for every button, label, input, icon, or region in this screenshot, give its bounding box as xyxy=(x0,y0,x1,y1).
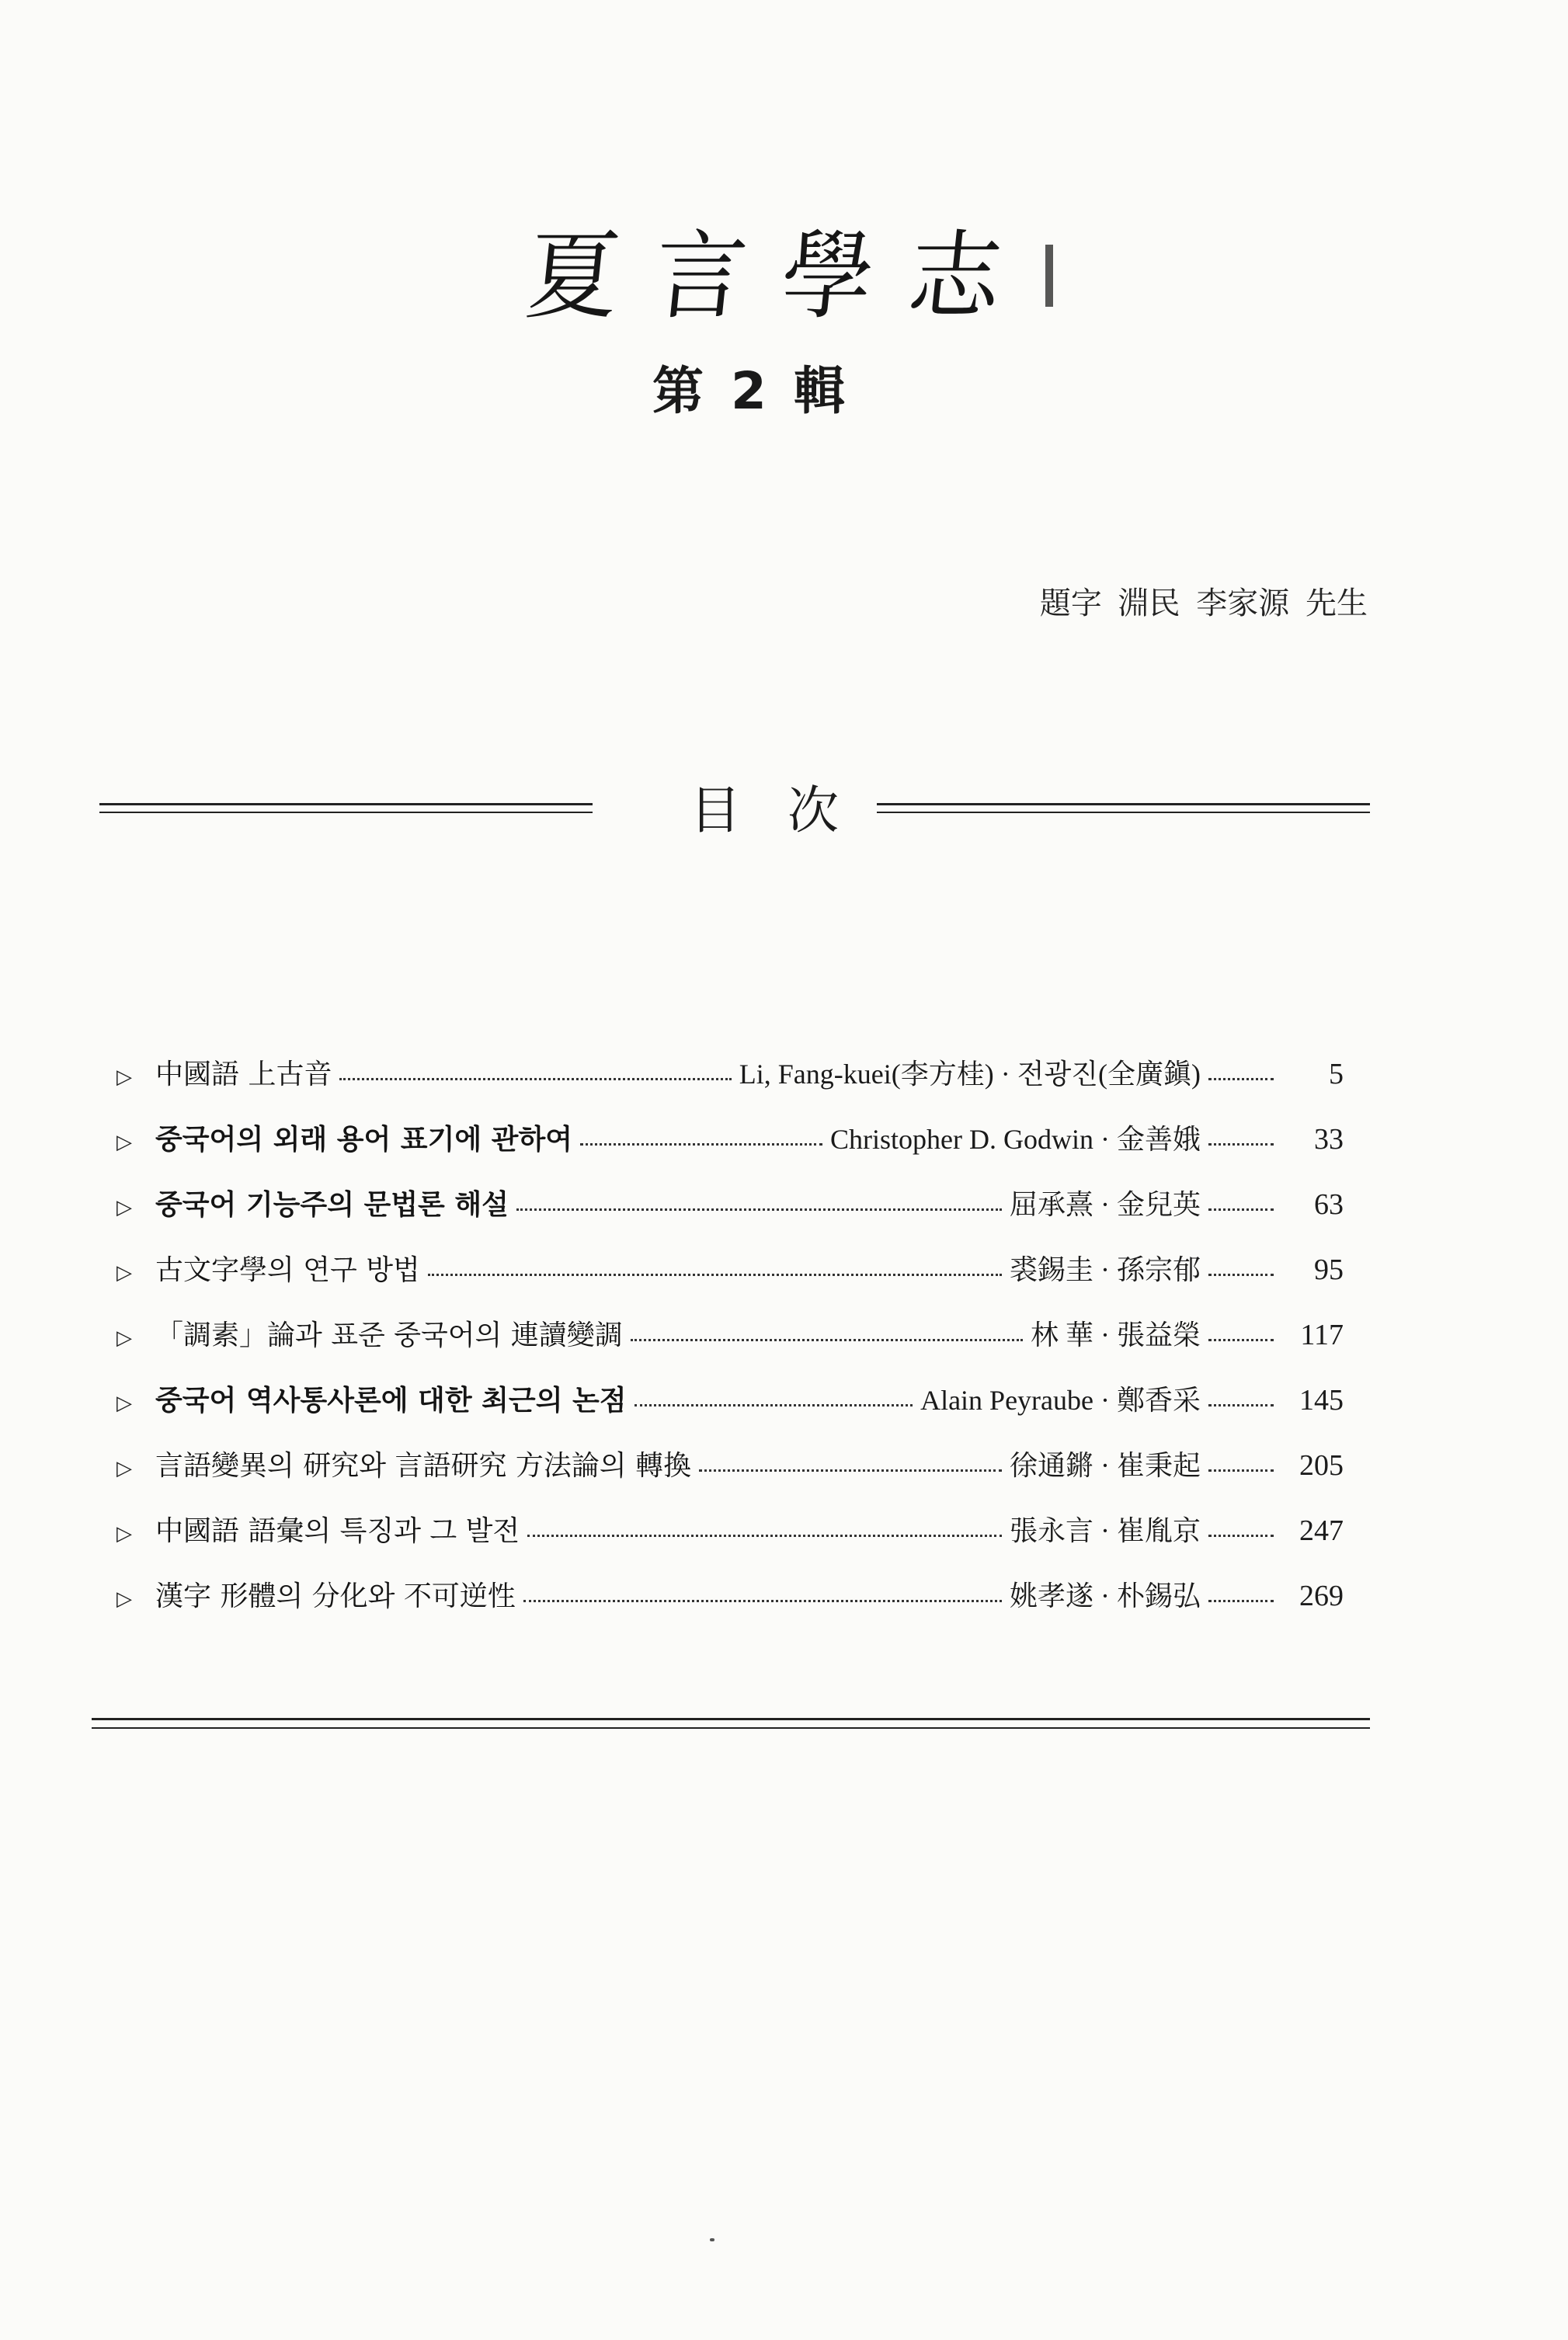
dot-leader xyxy=(428,1274,1002,1276)
toc-entry-title: 言語變異의 研究와 言語研究 方法論의 轉換 xyxy=(155,1450,692,1482)
journal-title-text: 夏言學志 xyxy=(521,220,1043,332)
toc-entry[interactable] xyxy=(116,1509,1344,1574)
toc-entry-author: 屈承熹 · 金兒英 xyxy=(1010,1189,1201,1220)
journal-title xyxy=(521,210,1043,332)
dot-leader xyxy=(1208,1469,1274,1472)
toc-entry-title: 중국어 기능주의 문법론 해설 xyxy=(155,1189,509,1221)
dot-leader xyxy=(699,1469,1002,1472)
toc-entry[interactable] xyxy=(116,1574,1344,1639)
triangle-bullet-icon: ▷ xyxy=(116,1261,132,1285)
dot-leader xyxy=(523,1600,1002,1602)
toc-entry-page: 5 xyxy=(1329,1058,1344,1090)
seal-stamp-icon xyxy=(1045,245,1053,307)
toc-entry-title: 古文字學의 연구 방법 xyxy=(155,1254,420,1286)
header-rule-right xyxy=(877,803,1370,813)
triangle-bullet-icon: ▷ xyxy=(116,1131,132,1154)
triangle-bullet-icon: ▷ xyxy=(116,1522,132,1546)
toc-entry[interactable] xyxy=(116,1379,1344,1444)
toc-entry-author: 林 華 · 張益榮 xyxy=(1031,1320,1201,1351)
triangle-bullet-icon: ▷ xyxy=(116,1457,132,1480)
toc-entry-title: 中國語 語彙의 특징과 그 발전 xyxy=(155,1515,520,1547)
toc-entry-page: 247 xyxy=(1299,1514,1344,1547)
triangle-bullet-icon: ▷ xyxy=(116,1066,132,1089)
dot-leader xyxy=(1208,1404,1274,1406)
header-rule-left xyxy=(99,803,593,813)
triangle-bullet-icon: ▷ xyxy=(116,1392,132,1415)
dot-leader xyxy=(631,1339,1023,1341)
table-of-contents xyxy=(116,1052,1344,1639)
dot-leader xyxy=(1208,1143,1274,1146)
dot-leader xyxy=(516,1208,1002,1211)
toc-entry[interactable] xyxy=(116,1052,1344,1118)
toc-entry-page: 269 xyxy=(1299,1580,1344,1612)
dot-leader xyxy=(1208,1274,1274,1276)
dot-leader xyxy=(527,1535,1002,1537)
triangle-bullet-icon: ▷ xyxy=(116,1326,132,1350)
toc-entry-page: 205 xyxy=(1299,1449,1344,1482)
dot-leader xyxy=(580,1143,822,1146)
toc-entry-title: 中國語 上古音 xyxy=(155,1059,332,1090)
toc-entry-title: 중국어의 외래 용어 표기에 관하여 xyxy=(155,1124,572,1156)
toc-entry-page: 117 xyxy=(1300,1319,1344,1351)
toc-entry-author: 裘錫圭 · 孫宗郁 xyxy=(1010,1254,1201,1285)
calligraphy-credit: 題字 淵民 李家源 先生 xyxy=(1039,586,1368,621)
toc-entry[interactable] xyxy=(116,1248,1344,1313)
toc-entry-page: 63 xyxy=(1314,1188,1344,1221)
toc-entry[interactable] xyxy=(116,1118,1344,1183)
dot-leader xyxy=(1208,1600,1274,1602)
toc-entry-author: 姚孝遂 · 朴錫弘 xyxy=(1010,1580,1201,1612)
dot-leader xyxy=(1208,1078,1274,1080)
toc-entry-author: 徐通鏘 · 崔秉起 xyxy=(1010,1450,1201,1481)
toc-entry-author: Li, Fang-kuei(李方桂) · 전광진(全廣鎭) xyxy=(739,1059,1201,1090)
toc-entry-author: 張永言 · 崔胤京 xyxy=(1010,1515,1201,1546)
toc-entry-page: 33 xyxy=(1314,1123,1344,1156)
toc-entry-title: 「調素」論과 표준 중국어의 連讀變調 xyxy=(155,1320,623,1351)
toc-entry[interactable] xyxy=(116,1444,1344,1509)
volume-number: 第 2 輯 xyxy=(652,361,850,421)
toc-entry-page: 95 xyxy=(1314,1253,1344,1286)
contents-header xyxy=(99,769,1370,840)
dot-leader xyxy=(339,1078,731,1080)
footer-rule xyxy=(92,1718,1370,1729)
toc-entry-title: 중국어 역사통사론에 대한 최근의 논점 xyxy=(155,1385,627,1417)
triangle-bullet-icon: ▷ xyxy=(116,1196,132,1219)
toc-entry[interactable] xyxy=(116,1183,1344,1248)
print-speck xyxy=(710,2238,714,2241)
toc-entry-page: 145 xyxy=(1299,1384,1344,1417)
toc-entry[interactable] xyxy=(116,1313,1344,1379)
triangle-bullet-icon: ▷ xyxy=(116,1587,132,1611)
dot-leader xyxy=(1208,1535,1274,1537)
toc-entry-title: 漢字 形體의 分化와 不可逆性 xyxy=(155,1580,516,1612)
toc-entry-author: Christopher D. Godwin · 金善娥 xyxy=(830,1124,1201,1155)
dot-leader xyxy=(635,1404,913,1406)
toc-entry-author: Alain Peyraube · 鄭香采 xyxy=(920,1385,1201,1416)
contents-title: 目次 xyxy=(690,781,885,840)
dot-leader xyxy=(1208,1208,1274,1211)
dot-leader xyxy=(1208,1339,1274,1341)
